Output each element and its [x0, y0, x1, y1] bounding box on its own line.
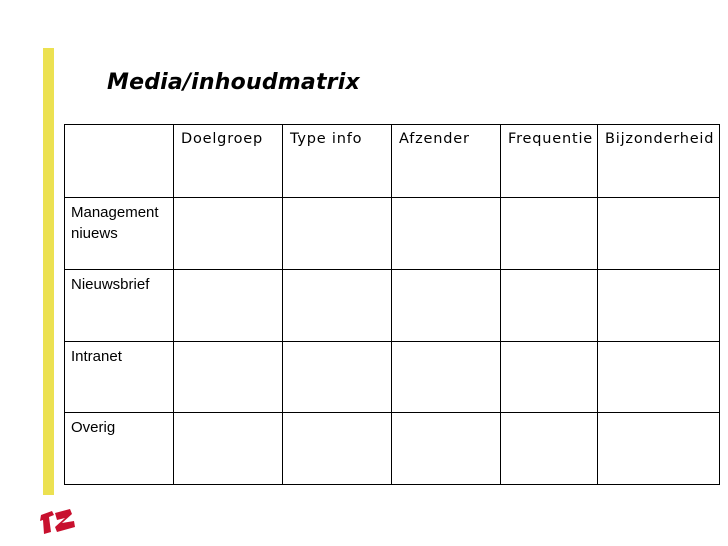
row-header-overig: Overig	[65, 413, 174, 485]
table-cell	[283, 413, 392, 485]
row-header-intranet: Intranet	[65, 341, 174, 413]
table-cell	[174, 341, 283, 413]
table-row	[65, 413, 720, 485]
table-cell	[392, 198, 501, 270]
table-cell	[501, 341, 598, 413]
table-cell	[501, 198, 598, 270]
row-header-nieuwsbrief: Nieuwsbrief	[65, 269, 174, 341]
table-cell	[283, 341, 392, 413]
table-cell	[174, 413, 283, 485]
column-header-doelgroep: Doelgroep	[174, 125, 283, 198]
table-cell	[501, 413, 598, 485]
table-cell	[283, 198, 392, 270]
row-header-management-nieuws: Management niuews	[65, 198, 174, 270]
table-cell	[392, 341, 501, 413]
table-cell	[392, 413, 501, 485]
table-cell	[598, 269, 720, 341]
column-header-type-info: Type info	[283, 125, 392, 198]
table-row	[65, 269, 720, 341]
table-row	[65, 341, 720, 413]
column-header-frequentie: Frequentie	[501, 125, 598, 198]
table-header-row	[65, 125, 720, 198]
table-cell	[598, 198, 720, 270]
accent-bar	[43, 48, 54, 495]
table-cell	[174, 198, 283, 270]
table-row	[65, 198, 720, 270]
media-content-matrix	[64, 124, 720, 485]
table-cell	[174, 269, 283, 341]
table-cell	[283, 269, 392, 341]
brand-logo-icon	[38, 506, 78, 536]
table-cell	[598, 413, 720, 485]
page-title: Media/inhoudmatrix	[107, 70, 360, 95]
column-header-bijzonderheid: Bijzonderheid	[598, 125, 720, 198]
corner-cell	[65, 125, 174, 198]
column-header-afzender: Afzender	[392, 125, 501, 198]
table-cell	[501, 269, 598, 341]
table-cell	[598, 341, 720, 413]
table-cell	[392, 269, 501, 341]
